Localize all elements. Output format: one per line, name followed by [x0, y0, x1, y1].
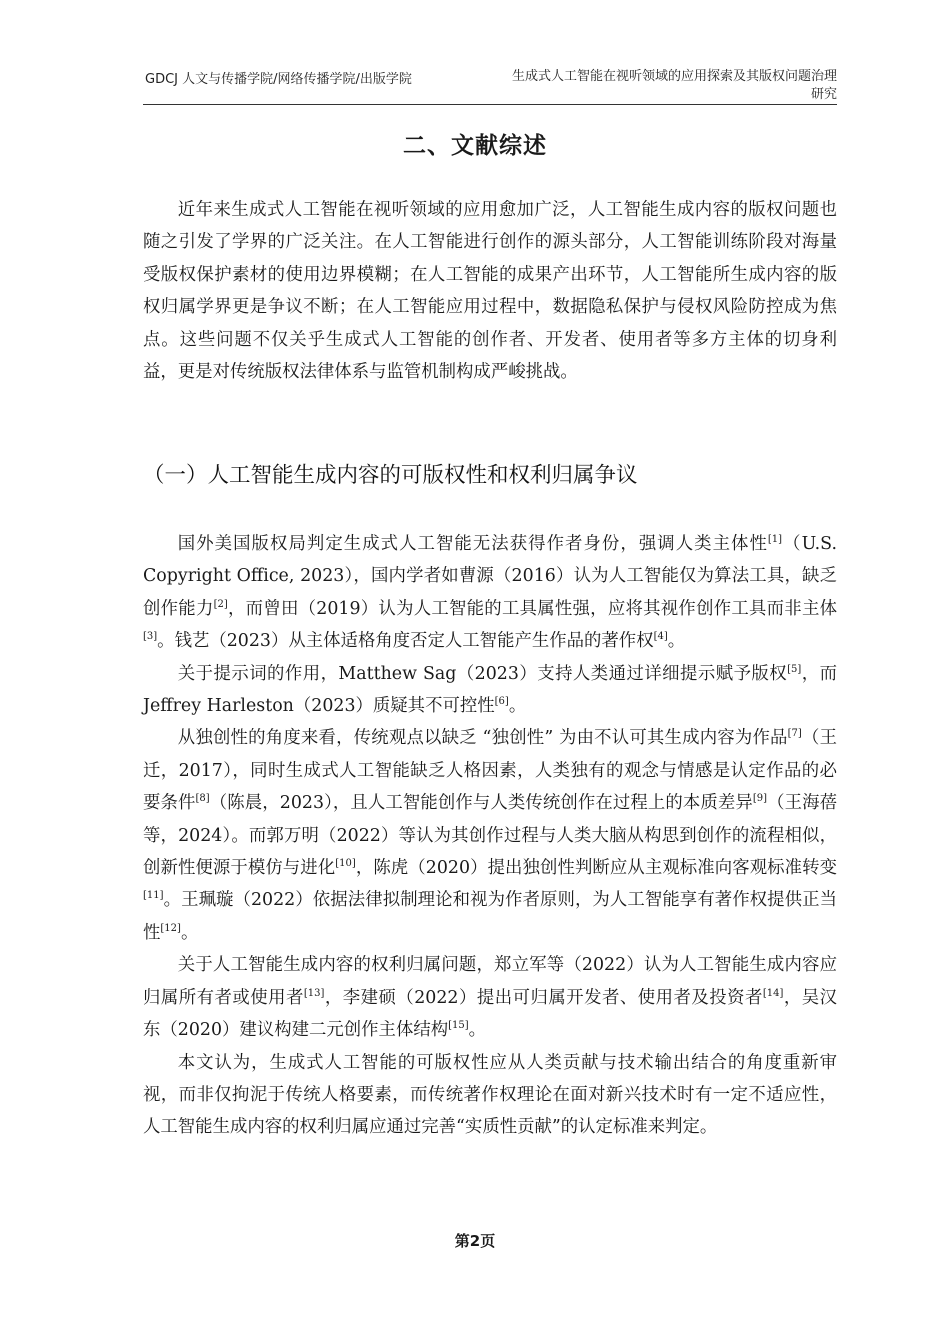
citation-ref: [8]	[195, 793, 210, 805]
text-run: 。	[667, 631, 686, 652]
paragraph-2	[143, 658, 837, 723]
paragraph-4	[143, 949, 837, 1046]
paragraph-1	[143, 528, 837, 658]
text-run: 关于人工智能生成内容的权利归属问题，郑立军等（2022）认为人工智能生成内容应归属所有者或使用者	[143, 955, 837, 1008]
text-run: ，陈虎（2020）提出独创性判断应从主观标准向客观标准转变	[355, 858, 837, 879]
citation-ref: [2]	[213, 599, 228, 611]
citation-ref: [12]	[160, 923, 181, 935]
text-run: （陈晨，2023），且人工智能创作与人类传统创作在过程上的本质差异	[209, 793, 753, 814]
page-number: 第2页	[454, 1232, 496, 1250]
citation-ref: [10]	[335, 858, 356, 870]
running-header-left: GDCJ 人文与传播学院/网络传播学院/出版学院	[145, 72, 412, 87]
citation-ref: [11]	[143, 890, 164, 902]
text-run: 。	[508, 696, 527, 717]
text-run: 。钱艺（2023）从主体适格角度否定人工智能产生作品的著作权	[157, 631, 654, 652]
text-run: 。	[180, 922, 199, 943]
running-header-right: 生成式人工智能在视听领域的应用探索及其版权问题治理研究	[511, 69, 837, 102]
text-run: 。王珮璇（2022）依据法律拟制理论和视为作者原则，为人工智能享有著作权提供正当性	[143, 890, 837, 943]
citation-ref: [13]	[303, 987, 325, 999]
text-run: 国外美国版权局判定生成式人工智能无法获得作者身份，强调人类主体性	[177, 534, 768, 554]
citation-ref: [4]	[653, 631, 668, 643]
text-run: ，而 Jeffrey Harleston（2023）质疑其不可控性	[143, 663, 837, 717]
citation-ref: [5]	[787, 663, 802, 675]
text-run: （王迁，2017），同时生成式人工智能缺乏人格因素，人类独有的观念与情感是认定作品的必要条件	[143, 728, 837, 814]
section-body	[143, 528, 837, 1144]
paragraph-3	[143, 722, 837, 949]
chapter-title: 二、文献综述	[403, 133, 547, 159]
text-run: （U.S. Copyright Office, 2023），国内学者如曹源（2016）认为人工智能仅为算法工具，缺乏创作能力	[143, 534, 837, 619]
text-run: （王海蓓等，2024）。而郭万明（2022）等认为其创作过程与人类大脑从构思到创作的流程相似，创新性便源于模仿与进化	[143, 793, 837, 879]
text-run: 。	[468, 1020, 487, 1041]
text-run: 关于提示词的作用，Matthew Sag（2023）支持人类通过详细提示赋予版权	[177, 663, 788, 684]
text-run: 从独创性的角度来看，传统观点以缺乏 “独创性” 为由不认可其生成内容为作品	[177, 728, 788, 749]
paragraph-5: 本文认为，生成式人工智能的可版权性应从人类贡献与技术输出结合的角度重新审视，而非仅拘泥于传统人格要素，而传统著作权理论在面对新兴技术时有一定不适应性，人工智能生成内容的权利归属应通过完善“实质性贡献”的认定标准来判定。	[143, 1052, 837, 1138]
text-run: ，李建硕（2022）提出可归属开发者、使用者及投资者	[324, 987, 763, 1008]
citation-ref: [14]	[762, 987, 784, 999]
section-heading: （一）人工智能生成内容的可版权性和权利归属争议	[143, 463, 638, 488]
citation-ref: [6]	[494, 696, 509, 708]
text-run: ，吴汉东（2020）建议构建二元创作主体结构	[143, 987, 837, 1041]
intro-section	[143, 194, 837, 388]
citation-ref: [9]	[752, 793, 767, 805]
intro-paragraph: 近年来生成式人工智能在视听领域的应用愈加广泛，人工智能生成内容的版权问题也随之引发了学界的广泛关注。在人工智能进行创作的源头部分，人工智能训练阶段对海量受版权保护素材的使用边界模糊；在人工智能的成果产出环节，人工智能所生成内容的版权归属学界更是争议不断；在人工智能应用过程中，数据隐私保护与侵权风险防控成为焦点。这些问题不仅关乎生成式人工智能的创作者、开发者、使用者等多方主体的切身利益，更是对传统版权法律体系与监管机制构成严峻挑战。	[143, 200, 837, 383]
citation-ref: [1]	[767, 534, 783, 546]
citation-ref: [7]	[787, 728, 802, 740]
citation-ref: [3]	[143, 631, 158, 643]
text-run: ，而曾田（2019）认为人工智能的工具属性强，应将其视作创作工具而非主体	[227, 598, 837, 619]
header-divider	[143, 104, 837, 105]
citation-ref: [15]	[448, 1020, 469, 1032]
